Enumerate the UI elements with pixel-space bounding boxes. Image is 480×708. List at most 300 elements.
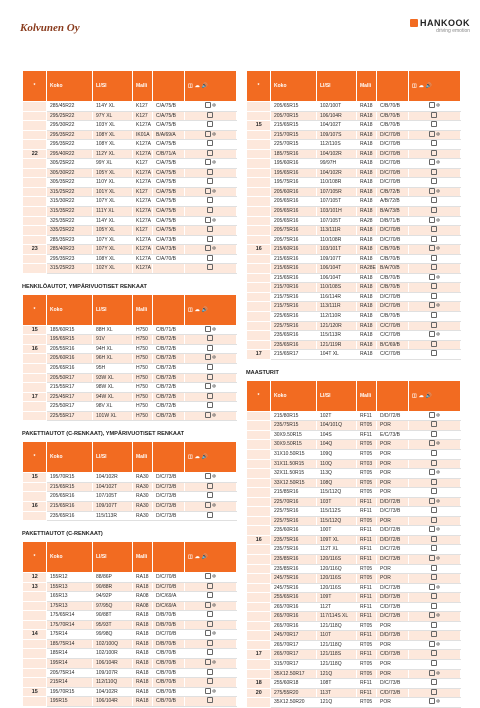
rim-size xyxy=(23,197,47,207)
hankook-logo xyxy=(382,18,470,42)
rim-size xyxy=(23,492,47,502)
table-row xyxy=(23,130,237,140)
header-eu: * xyxy=(23,294,47,325)
eu-label: C/A/75/B xyxy=(153,102,185,112)
load-speed: 121Q xyxy=(317,698,357,708)
tire-icon xyxy=(431,421,437,427)
table-row xyxy=(247,593,461,603)
tire-size: 215/70R16 xyxy=(271,283,317,293)
load-speed: 109T xyxy=(317,593,357,603)
tire-icon xyxy=(205,688,211,694)
header-icons xyxy=(409,380,461,411)
eu-label: D/D/72/B xyxy=(377,411,409,421)
header-koko: Koko xyxy=(47,294,93,325)
tire-icon xyxy=(431,631,437,637)
eu-label: C/A/75/B xyxy=(153,111,185,121)
rim-size xyxy=(23,226,47,236)
rim-size xyxy=(23,678,47,688)
label-icons xyxy=(185,254,237,264)
eu-label: C/B/72/B xyxy=(153,335,185,345)
tire-icon xyxy=(429,245,435,251)
tire-size: 215/75R16 xyxy=(271,302,317,312)
model: RA30 xyxy=(133,501,153,511)
tire-icon xyxy=(207,264,213,270)
model: RA18 xyxy=(357,140,377,150)
rim-size: 16 xyxy=(247,245,271,255)
tire-icon xyxy=(207,512,213,518)
eu-label: C/A/75/B xyxy=(153,159,185,169)
tire-table xyxy=(22,294,237,421)
table-header-row xyxy=(23,542,237,573)
eu-label: D/C/73/B xyxy=(377,679,409,689)
header-malli: Malli xyxy=(133,71,153,102)
table-row xyxy=(247,554,461,564)
label-icons xyxy=(409,554,461,564)
tire-size: 255/65R16 xyxy=(271,593,317,603)
table-row xyxy=(247,411,461,421)
label-icons xyxy=(185,245,237,255)
tire-size: 265/70R17 xyxy=(271,650,317,660)
eu-label: D/C/70/B xyxy=(153,630,185,640)
snowflake-icon: ❄ xyxy=(211,502,217,509)
tire-icon xyxy=(207,255,213,261)
sound-icon: 🔊 xyxy=(425,83,432,89)
tire-icon xyxy=(429,331,435,337)
snowflake-icon: ❄ xyxy=(435,470,441,477)
load-speed: 91V xyxy=(93,335,133,345)
label-icons xyxy=(185,582,237,592)
table-row xyxy=(23,402,237,412)
rim-size xyxy=(23,159,47,169)
tire-icon xyxy=(429,274,435,280)
table-row xyxy=(23,592,237,602)
tire-size: 235/85R16 xyxy=(271,554,317,564)
header-icons xyxy=(185,71,237,102)
tire-icon xyxy=(207,140,213,146)
tire-size: 205/65R16 xyxy=(47,364,93,374)
eu-label: POR xyxy=(377,459,409,469)
load-speed: 110T xyxy=(317,631,357,641)
label-icons xyxy=(409,669,461,679)
rim-size xyxy=(247,421,271,431)
eu-label: D/C/70/B xyxy=(153,582,185,592)
load-speed: 107/105T xyxy=(317,197,357,207)
tire-size: 215/65R17 xyxy=(271,350,317,360)
table-row xyxy=(247,469,461,479)
tire-size: 315/70R17 xyxy=(271,659,317,669)
tire-size: 215/80R15 xyxy=(271,411,317,421)
label-icons xyxy=(409,459,461,469)
table-row xyxy=(247,331,461,341)
tire-size: 31X11.50R15 xyxy=(271,459,317,469)
tire-icon xyxy=(431,450,437,456)
snowflake-icon: ❄ xyxy=(211,602,217,609)
table-row xyxy=(247,283,461,293)
eu-label: D/C/72/B xyxy=(377,545,409,555)
model: RT05 xyxy=(357,564,377,574)
tire-size: 175/65R14 xyxy=(47,611,93,621)
table-row xyxy=(247,526,461,536)
model: RA18 xyxy=(133,697,153,707)
tire-size: 205/65R16 xyxy=(271,197,317,207)
model: K127A xyxy=(133,264,153,274)
tire-size: 315/30R22 xyxy=(47,197,93,207)
tire-size: 285/40R23 xyxy=(47,245,93,255)
rim-size xyxy=(247,140,271,150)
snowflake-icon: ❄ xyxy=(211,412,217,419)
snowflake-icon: ❄ xyxy=(211,246,217,253)
rim-size xyxy=(23,335,47,345)
tire-icon xyxy=(429,612,435,618)
load-speed: 113/111R xyxy=(317,226,357,236)
model: K127 xyxy=(133,102,153,112)
tire-size: 205/65R16 xyxy=(47,492,93,502)
model: RT05 xyxy=(357,640,377,650)
model: H750 xyxy=(133,335,153,345)
label-icons xyxy=(409,574,461,584)
tire-size: 175R13 xyxy=(47,601,93,611)
eu-label: C/A/75/B xyxy=(153,197,185,207)
load-speed: 104/102R xyxy=(317,149,357,159)
eu-label: POR xyxy=(377,669,409,679)
rim-size xyxy=(247,331,271,341)
rim-size: 22 xyxy=(23,149,47,159)
tire-icon xyxy=(431,255,437,261)
tire-size: 235/65R16 xyxy=(271,340,317,350)
rim-size xyxy=(247,526,271,536)
snowflake-icon: ❄ xyxy=(211,688,217,695)
load-speed: 121/120R xyxy=(317,321,357,331)
tire-label-icon: ◫ xyxy=(412,83,417,89)
model: RT05 xyxy=(357,574,377,584)
table-row xyxy=(247,659,461,669)
tire-icon xyxy=(429,469,435,475)
table-row xyxy=(23,102,237,112)
eu-label: C/B/72/B xyxy=(153,354,185,364)
tire-icon xyxy=(207,178,213,184)
section-title: HENKILÖAUTOT, YMPÄRIVUOTISET RENKAAT xyxy=(22,283,147,290)
tire-table xyxy=(22,70,237,274)
weather-icon: ☁ xyxy=(194,454,200,461)
rim-size: 15 xyxy=(23,473,47,483)
rim-size xyxy=(23,130,47,140)
tire-icon xyxy=(205,602,211,608)
model: RF11 xyxy=(357,602,377,612)
rim-size: 17 xyxy=(247,350,271,360)
tire-size: 195/60R16 xyxy=(271,159,317,169)
tire-icon xyxy=(431,593,437,599)
table-row xyxy=(247,621,461,631)
load-speed: 104T XL xyxy=(317,350,357,360)
tire-icon xyxy=(205,354,211,360)
table-row xyxy=(23,178,237,188)
header-icons xyxy=(185,442,237,473)
label-icons xyxy=(185,226,237,236)
label-icons xyxy=(185,592,237,602)
tire-icon xyxy=(205,659,211,665)
load-speed: 103Y XL xyxy=(93,121,133,131)
label-icons xyxy=(409,478,461,488)
model: RA28 xyxy=(357,216,377,226)
label-icons xyxy=(409,273,461,283)
eu-label: C/A/73/B xyxy=(153,245,185,255)
table-row xyxy=(247,178,461,188)
table-row xyxy=(247,340,461,350)
model: RT05 xyxy=(357,488,377,498)
load-speed: 102/100R xyxy=(93,649,133,659)
load-speed: 115/112S xyxy=(317,507,357,517)
label-icons xyxy=(185,601,237,611)
load-speed: 109/107T xyxy=(317,254,357,264)
model: H750 xyxy=(133,411,153,421)
table-row xyxy=(247,421,461,431)
label-icons xyxy=(185,482,237,492)
model: RA08 xyxy=(133,592,153,602)
rim-size xyxy=(247,130,271,140)
tire-size: 295/30R22 xyxy=(47,121,93,131)
eu-label: D/C/73/B xyxy=(377,583,409,593)
label-icons xyxy=(185,473,237,483)
tire-size: 295/35R22 xyxy=(47,130,93,140)
section-title: PAKETTIAUTOT (C-RENKAAT), YMPÄRIVUOTISET RENKAAT xyxy=(22,431,185,438)
label-icons xyxy=(185,649,237,659)
header-cell xyxy=(153,542,185,573)
rim-size xyxy=(247,640,271,650)
rim-size xyxy=(247,516,271,526)
tire-icon xyxy=(429,498,435,504)
label-icons xyxy=(185,121,237,131)
rim-size xyxy=(247,207,271,217)
table-row xyxy=(247,187,461,197)
label-icons xyxy=(185,264,237,274)
model: RA08 xyxy=(133,601,153,611)
eu-label: E/C/73/B xyxy=(377,430,409,440)
table-row xyxy=(247,459,461,469)
table-row xyxy=(23,411,237,421)
header-lisi: LI/SI xyxy=(317,71,357,102)
load-speed: 106/104R xyxy=(93,658,133,668)
label-icons xyxy=(409,302,461,312)
rim-size xyxy=(247,302,271,312)
eu-label: C/B/70/B xyxy=(153,697,185,707)
table-row xyxy=(23,697,237,707)
snowflake-icon: ❄ xyxy=(211,326,217,333)
load-speed: 112T XL xyxy=(317,545,357,555)
tire-icon xyxy=(205,473,211,479)
tire-size: 215/85R16 xyxy=(271,488,317,498)
tire-icon xyxy=(431,660,437,666)
model: RF11 xyxy=(357,679,377,689)
eu-label: B/C/69/B xyxy=(377,340,409,350)
label-icons xyxy=(409,340,461,350)
eu-label: D/C/70/B xyxy=(377,226,409,236)
table-row xyxy=(23,687,237,697)
table-header-row xyxy=(247,71,461,102)
label-icons xyxy=(185,102,237,112)
table-row xyxy=(23,573,237,583)
label-icons xyxy=(409,254,461,264)
model: H750 xyxy=(133,344,153,354)
table-row xyxy=(23,264,237,274)
model: RF11 xyxy=(357,650,377,660)
tire-size: 185/60R15 xyxy=(47,325,93,335)
tire-size: 295/35R23 xyxy=(47,254,93,264)
model: H750 xyxy=(133,354,153,364)
tire-icon xyxy=(431,350,437,356)
rim-size xyxy=(23,235,47,245)
eu-label: C/A/75/B xyxy=(153,121,185,131)
eu-label: C/A/73/B xyxy=(153,235,185,245)
tire-size: 245/75R16 xyxy=(271,574,317,584)
eu-label: D/C/70/B xyxy=(377,140,409,150)
load-speed: 106/104R xyxy=(317,111,357,121)
table-row xyxy=(247,698,461,708)
tire-size: 195/70R15 xyxy=(47,687,93,697)
label-icons xyxy=(409,621,461,631)
weather-icon: ☁ xyxy=(194,83,200,89)
eu-label: C/C/70/B xyxy=(377,321,409,331)
table-row xyxy=(247,650,461,660)
rim-size xyxy=(23,207,47,217)
label-icons xyxy=(409,235,461,245)
tire-size: 31X10.50R15 xyxy=(271,449,317,459)
tire-size: 195R14 xyxy=(47,658,93,668)
label-icons xyxy=(409,440,461,450)
header-cell xyxy=(377,71,409,102)
tire-size: 285/35R23 xyxy=(47,235,93,245)
rim-size xyxy=(23,649,47,659)
table-row xyxy=(23,373,237,383)
rim-size xyxy=(247,321,271,331)
label-icons xyxy=(409,130,461,140)
tire-size: 175R14 xyxy=(47,630,93,640)
load-speed: 98W XL xyxy=(93,383,133,393)
tire-size: 225/45R17 xyxy=(47,392,93,402)
tire-size: 225/55R17 xyxy=(47,411,93,421)
eu-label: D/C/70/B xyxy=(377,159,409,169)
eu-label: POR xyxy=(377,698,409,708)
tire-icon xyxy=(207,150,213,156)
label-icons xyxy=(409,350,461,360)
header-malli: Malli xyxy=(133,442,153,473)
weather-icon: ☁ xyxy=(194,306,200,313)
kolvunen-logo: Kolvunen Oy xyxy=(20,22,80,34)
tire-icon xyxy=(431,536,437,542)
tire-label-icon: ◫ xyxy=(188,83,193,89)
header-koko: Koko xyxy=(47,442,93,473)
load-speed: 99/97H xyxy=(317,159,357,169)
label-icons xyxy=(409,488,461,498)
eu-label: D/C/69/A xyxy=(153,601,185,611)
tire-size: 215/65R16 xyxy=(271,264,317,274)
tire-size: 215/65R16 xyxy=(271,273,317,283)
rim-size: 16 xyxy=(23,501,47,511)
eu-label: D/C/73/B xyxy=(153,482,185,492)
load-speed: 111Y XL xyxy=(93,207,133,217)
eu-label: C/C/70/B xyxy=(377,331,409,341)
load-speed: 112/110S xyxy=(317,140,357,150)
rim-size xyxy=(247,574,271,584)
table-row xyxy=(23,216,237,226)
eu-label: POR xyxy=(377,516,409,526)
table-row xyxy=(23,235,237,245)
tire-size: 215/65R16 xyxy=(47,501,93,511)
load-speed: 113Q xyxy=(317,469,357,479)
rim-size xyxy=(23,592,47,602)
model: H750 xyxy=(133,364,153,374)
eu-label: C/D/73/B xyxy=(377,650,409,660)
table-header-row xyxy=(23,294,237,325)
load-speed: 108Y XL xyxy=(93,130,133,140)
tire-icon xyxy=(429,217,435,223)
header-cell xyxy=(153,442,185,473)
eu-label: C/B/70/B xyxy=(153,658,185,668)
label-icons xyxy=(409,111,461,121)
model: K127A xyxy=(133,235,153,245)
eu-label: C/B/71/A xyxy=(153,149,185,159)
table-row xyxy=(247,264,461,274)
header-lisi: LI/SI xyxy=(93,294,133,325)
model: RA18 xyxy=(357,197,377,207)
label-icons xyxy=(409,507,461,517)
load-speed: 106/104T xyxy=(317,264,357,274)
load-speed: 117/114S XL xyxy=(317,612,357,622)
load-speed: 104/102T xyxy=(317,121,357,131)
model: RF11 xyxy=(357,583,377,593)
load-speed: 95H xyxy=(93,364,133,374)
label-icons xyxy=(185,325,237,335)
rim-size xyxy=(247,583,271,593)
model: RA18 xyxy=(357,321,377,331)
tire-icon xyxy=(429,159,435,165)
tire-size: 265/70R17 xyxy=(271,640,317,650)
rim-size xyxy=(247,669,271,679)
label-icons xyxy=(185,573,237,583)
rim-size xyxy=(247,488,271,498)
eu-label: A/B/72/B xyxy=(377,197,409,207)
tire-icon xyxy=(207,236,213,242)
tire-size: 155R13 xyxy=(47,582,93,592)
tire-icon xyxy=(205,326,211,332)
rim-size: 18 xyxy=(247,679,271,689)
load-speed: 97Y XL xyxy=(93,111,133,121)
load-speed: 105Y XL xyxy=(93,168,133,178)
eu-label: POR xyxy=(377,659,409,669)
model: H750 xyxy=(133,402,153,412)
model: RA18 xyxy=(357,187,377,197)
table-row xyxy=(23,482,237,492)
table-row xyxy=(23,582,237,592)
table-row xyxy=(247,574,461,584)
tire-table xyxy=(22,441,237,521)
label-icons xyxy=(409,283,461,293)
table-row xyxy=(23,511,237,521)
load-speed: 107/105R xyxy=(317,187,357,197)
label-icons xyxy=(185,335,237,345)
tire-icon xyxy=(429,670,435,676)
snowflake-icon: ❄ xyxy=(435,160,441,167)
label-icons xyxy=(185,168,237,178)
model: RA18 xyxy=(133,639,153,649)
tire-size: 275/55R20 xyxy=(271,688,317,698)
tire-icon xyxy=(431,488,437,494)
snowflake-icon: ❄ xyxy=(435,131,441,138)
table-row xyxy=(23,601,237,611)
sound-icon: 🔊 xyxy=(201,454,208,461)
table-row xyxy=(247,679,461,689)
rim-size xyxy=(247,593,271,603)
model: RF11 xyxy=(357,631,377,641)
